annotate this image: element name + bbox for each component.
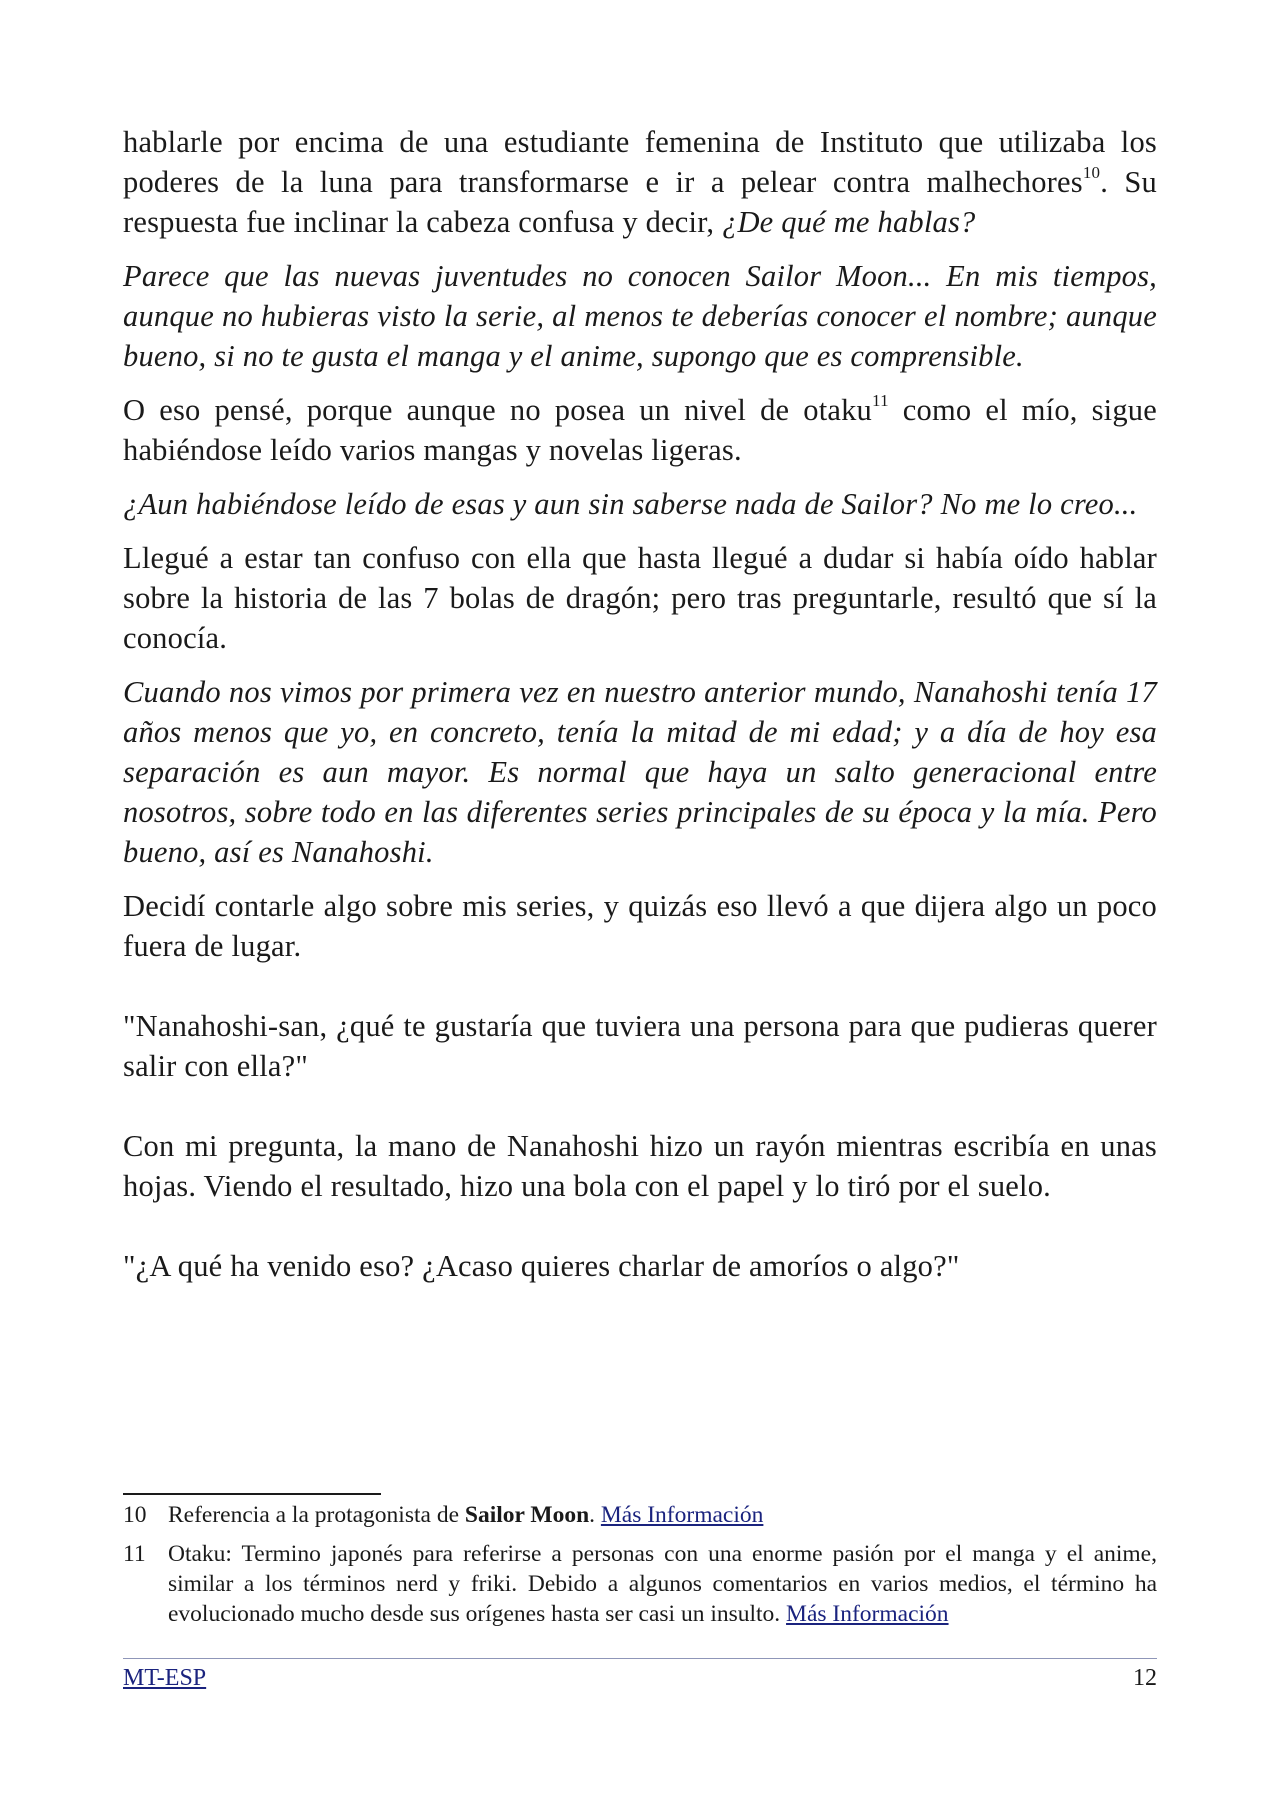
- paragraph-5: Llegué a estar tan confuso con ella que hasta llegué a dudar si había oído hablar sobre la historia de las 7 bolas de dragón; pero tras preguntarle, resultó que sí la conocía.: [123, 541, 1157, 655]
- footnote-separator: [123, 1493, 381, 1495]
- footer-separator: [123, 1658, 1157, 1659]
- paragraph-1: hablarle por encima de una estudiante femenina de Instituto que utilizaba los poderes de la luna para transformarse e ir a pelear contra malhechores$^{10}$. Su respuesta fue inclinar la cabeza confusa y decir, ¿De qué me hablas?: [123, 125, 1157, 239]
- footnote-text: Referencia a la protagonista de Sailor Moon. Más Información: [168, 1502, 764, 1528]
- page-body: [123, 122, 1157, 1300]
- footnote-text: Otaku: Termino japonés para referirse a personas con una enorme pasión por el manga y el anime, similar a los términos nerd y friki. Debido a algunos comentarios en varios medios, el término ha evolucionado mucho desde sus orígenes hasta ser casi un insulto. Más Información: [168, 1541, 1157, 1627]
- footnote-ref-11[interactable]: 11: [872, 391, 889, 410]
- footnote-number: 10: [123, 1502, 147, 1528]
- more-info-link[interactable]: Más Información: [786, 1601, 949, 1627]
- page-number: 12: [1133, 1665, 1157, 1691]
- paragraph-6: Cuando nos vimos por primera vez en nuestro anterior mundo, Nanahoshi tenía 17 años menos que yo, en concreto, tenía la mitad de mi edad; y a día de hoy esa separación es aun mayor. Es normal que haya un salto generacional entre nosotros, sobre todo en las diferentes series principales de su época y la mía. Pero bueno, así es Nanahoshi.: [123, 675, 1157, 869]
- paragraph-2: Parece que las nuevas juventudes no conocen Sailor Moon... En mis tiempos, aunque no hubieras visto la serie, al menos te deberías conocer el nombre; aunque bueno, si no te gusta el manga y el anime, supongo que es comprensible.: [123, 259, 1157, 373]
- footnote-number: 11: [123, 1541, 146, 1567]
- footnote-ref-10[interactable]: 10: [1082, 163, 1101, 182]
- paragraph-7: Decidí contarle algo sobre mis series, y quizás eso llevó a que dijera algo un poco fuera de lugar.: [123, 889, 1157, 963]
- paragraph-4: ¿Aun habiéndose leído de esas y aun sin saberse nada de Sailor? No me lo creo...: [123, 487, 1138, 521]
- paragraph-3: O eso pensé, porque aunque no posea un nivel de otaku$^{11}$ como el mío, sigue habiéndose leído varios mangas y novelas ligeras.: [123, 391, 1157, 467]
- paragraph-8: "Nanahoshi-san, ¿qué te gustaría que tuviera una persona para que pudieras querer salir con ella?": [123, 1009, 1157, 1083]
- footnotes: [123, 1500, 1157, 1638]
- page-footer: [123, 1662, 1157, 1694]
- paragraph-9: Con mi pregunta, la mano de Nanahoshi hizo un rayón mientras escribía en unas hojas. Viendo el resultado, hizo una bola con el papel y lo tiró por el suelo.: [123, 1129, 1157, 1203]
- paragraph-10: "¿A qué ha venido eso? ¿Acaso quieres charlar de amoríos o algo?": [123, 1249, 960, 1283]
- footer-brand-link[interactable]: MT-ESP: [123, 1665, 207, 1691]
- footnote-11: [123, 1539, 1157, 1629]
- footnote-10: [123, 1500, 1157, 1530]
- more-info-link[interactable]: Más Información: [600, 1502, 764, 1528]
